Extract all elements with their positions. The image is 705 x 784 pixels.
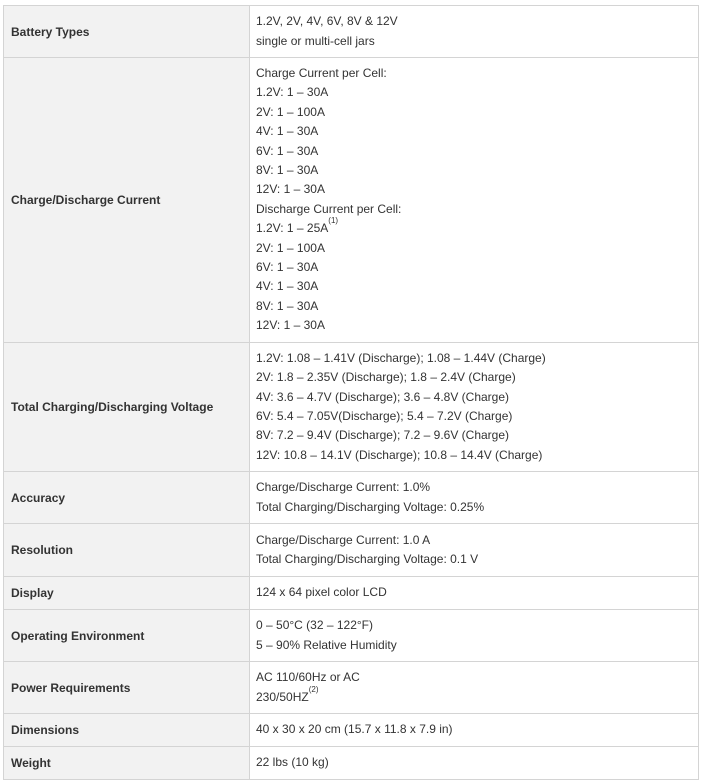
row-value xyxy=(250,6,699,58)
row-value xyxy=(250,472,699,524)
table-row-dimensions xyxy=(4,714,699,747)
table-row-accuracy xyxy=(4,472,699,524)
row-value xyxy=(250,747,699,780)
row-label: Total Charging/Discharging Voltage xyxy=(4,342,250,471)
row-value xyxy=(250,610,699,662)
row-label: Weight xyxy=(4,747,250,780)
value-line: Discharge Current per Cell: xyxy=(256,201,402,216)
value-line: 1.2V: 1.08 – 1.41V (Discharge); 1.08 – 1.44V (Charge) xyxy=(256,350,546,365)
table-row-display xyxy=(4,577,699,610)
footnote-marker: (2) xyxy=(308,684,319,694)
value-line: 0 – 50°C (32 – 122°F) xyxy=(256,618,373,633)
value-line: 12V: 1 – 30A xyxy=(256,182,325,197)
spec-table xyxy=(3,5,699,780)
row-label: Power Requirements xyxy=(4,662,250,714)
row-label: Battery Types xyxy=(4,6,250,58)
table-row-battery-types xyxy=(4,6,699,58)
row-label: Resolution xyxy=(4,524,250,577)
value-line: 22 lbs (10 kg) xyxy=(256,755,329,770)
value-line: Charge/Discharge Current: 1.0% xyxy=(256,480,431,495)
value-line: Charge Current per Cell: xyxy=(256,66,387,80)
row-label: Display xyxy=(4,577,250,610)
value-text: 1.2V: 1 – 25A xyxy=(256,221,329,236)
row-label: Charge/Discharge Current xyxy=(4,58,250,343)
value-line: 6V: 1 – 30A xyxy=(256,143,319,158)
value-line: 8V: 1 – 30A xyxy=(256,163,319,178)
value-line: AC 110/60Hz or AC xyxy=(256,670,360,685)
value-line: 40 x 30 x 20 cm (15.7 x 11.8 x 7.9 in) xyxy=(256,722,453,737)
row-value xyxy=(250,662,699,714)
row-label: Operating Environment xyxy=(4,610,250,662)
value-line xyxy=(256,684,692,707)
row-value xyxy=(250,524,699,577)
value-line: 8V: 7.2 – 9.4V (Discharge); 7.2 – 9.6V (Charge) xyxy=(256,428,510,443)
table-row-operating-environment xyxy=(4,610,699,662)
value-line: 2V: 1 – 100A xyxy=(256,240,325,255)
value-line: 1.2V: 1 – 30A xyxy=(256,85,329,100)
value-line: 4V: 1 – 30A xyxy=(256,124,319,139)
value-line xyxy=(256,216,692,238)
table-row-weight xyxy=(4,747,699,780)
value-text: 230/50HZ xyxy=(256,689,309,704)
table-row-power-requirements xyxy=(4,662,699,714)
footnote-marker: (1) xyxy=(328,216,339,226)
value-line: 2V: 1.8 – 2.35V (Discharge); 1.8 – 2.4V (Charge) xyxy=(256,370,516,385)
value-line: 8V: 1 – 30A xyxy=(256,298,319,313)
value-line: 4V: 1 – 30A xyxy=(256,279,319,294)
row-label: Dimensions xyxy=(4,714,250,747)
value-line: Total Charging/Discharging Voltage: 0.1 V xyxy=(256,552,479,567)
value-line: single or multi-cell jars xyxy=(256,33,375,48)
row-value xyxy=(250,577,699,610)
value-line: 1.2V, 2V, 4V, 6V, 8V & 12V xyxy=(256,14,398,29)
row-value xyxy=(250,58,699,343)
row-value xyxy=(250,342,699,471)
table-row-charge-discharge-current xyxy=(4,58,699,343)
row-label: Accuracy xyxy=(4,472,250,524)
row-value xyxy=(250,714,699,747)
value-line: Total Charging/Discharging Voltage: 0.25% xyxy=(256,499,485,514)
value-line: 2V: 1 – 100A xyxy=(256,104,325,119)
value-line: 6V: 5.4 – 7.05V(Discharge); 5.4 – 7.2V (Charge) xyxy=(256,408,513,423)
table-row-total-voltage xyxy=(4,342,699,471)
value-line: 124 x 64 pixel color LCD xyxy=(256,585,387,600)
table-row-resolution xyxy=(4,524,699,577)
value-line: 5 – 90% Relative Humidity xyxy=(256,637,397,652)
value-line: 12V: 10.8 – 14.1V (Discharge); 10.8 – 14.4V (Charge) xyxy=(256,447,543,462)
value-line: 12V: 1 – 30A xyxy=(256,318,325,333)
value-line: Charge/Discharge Current: 1.0 A xyxy=(256,532,431,547)
value-line: 6V: 1 – 30A xyxy=(256,260,319,275)
value-line: 4V: 3.6 – 4.7V (Discharge); 3.6 – 4.8V (Charge) xyxy=(256,389,510,404)
